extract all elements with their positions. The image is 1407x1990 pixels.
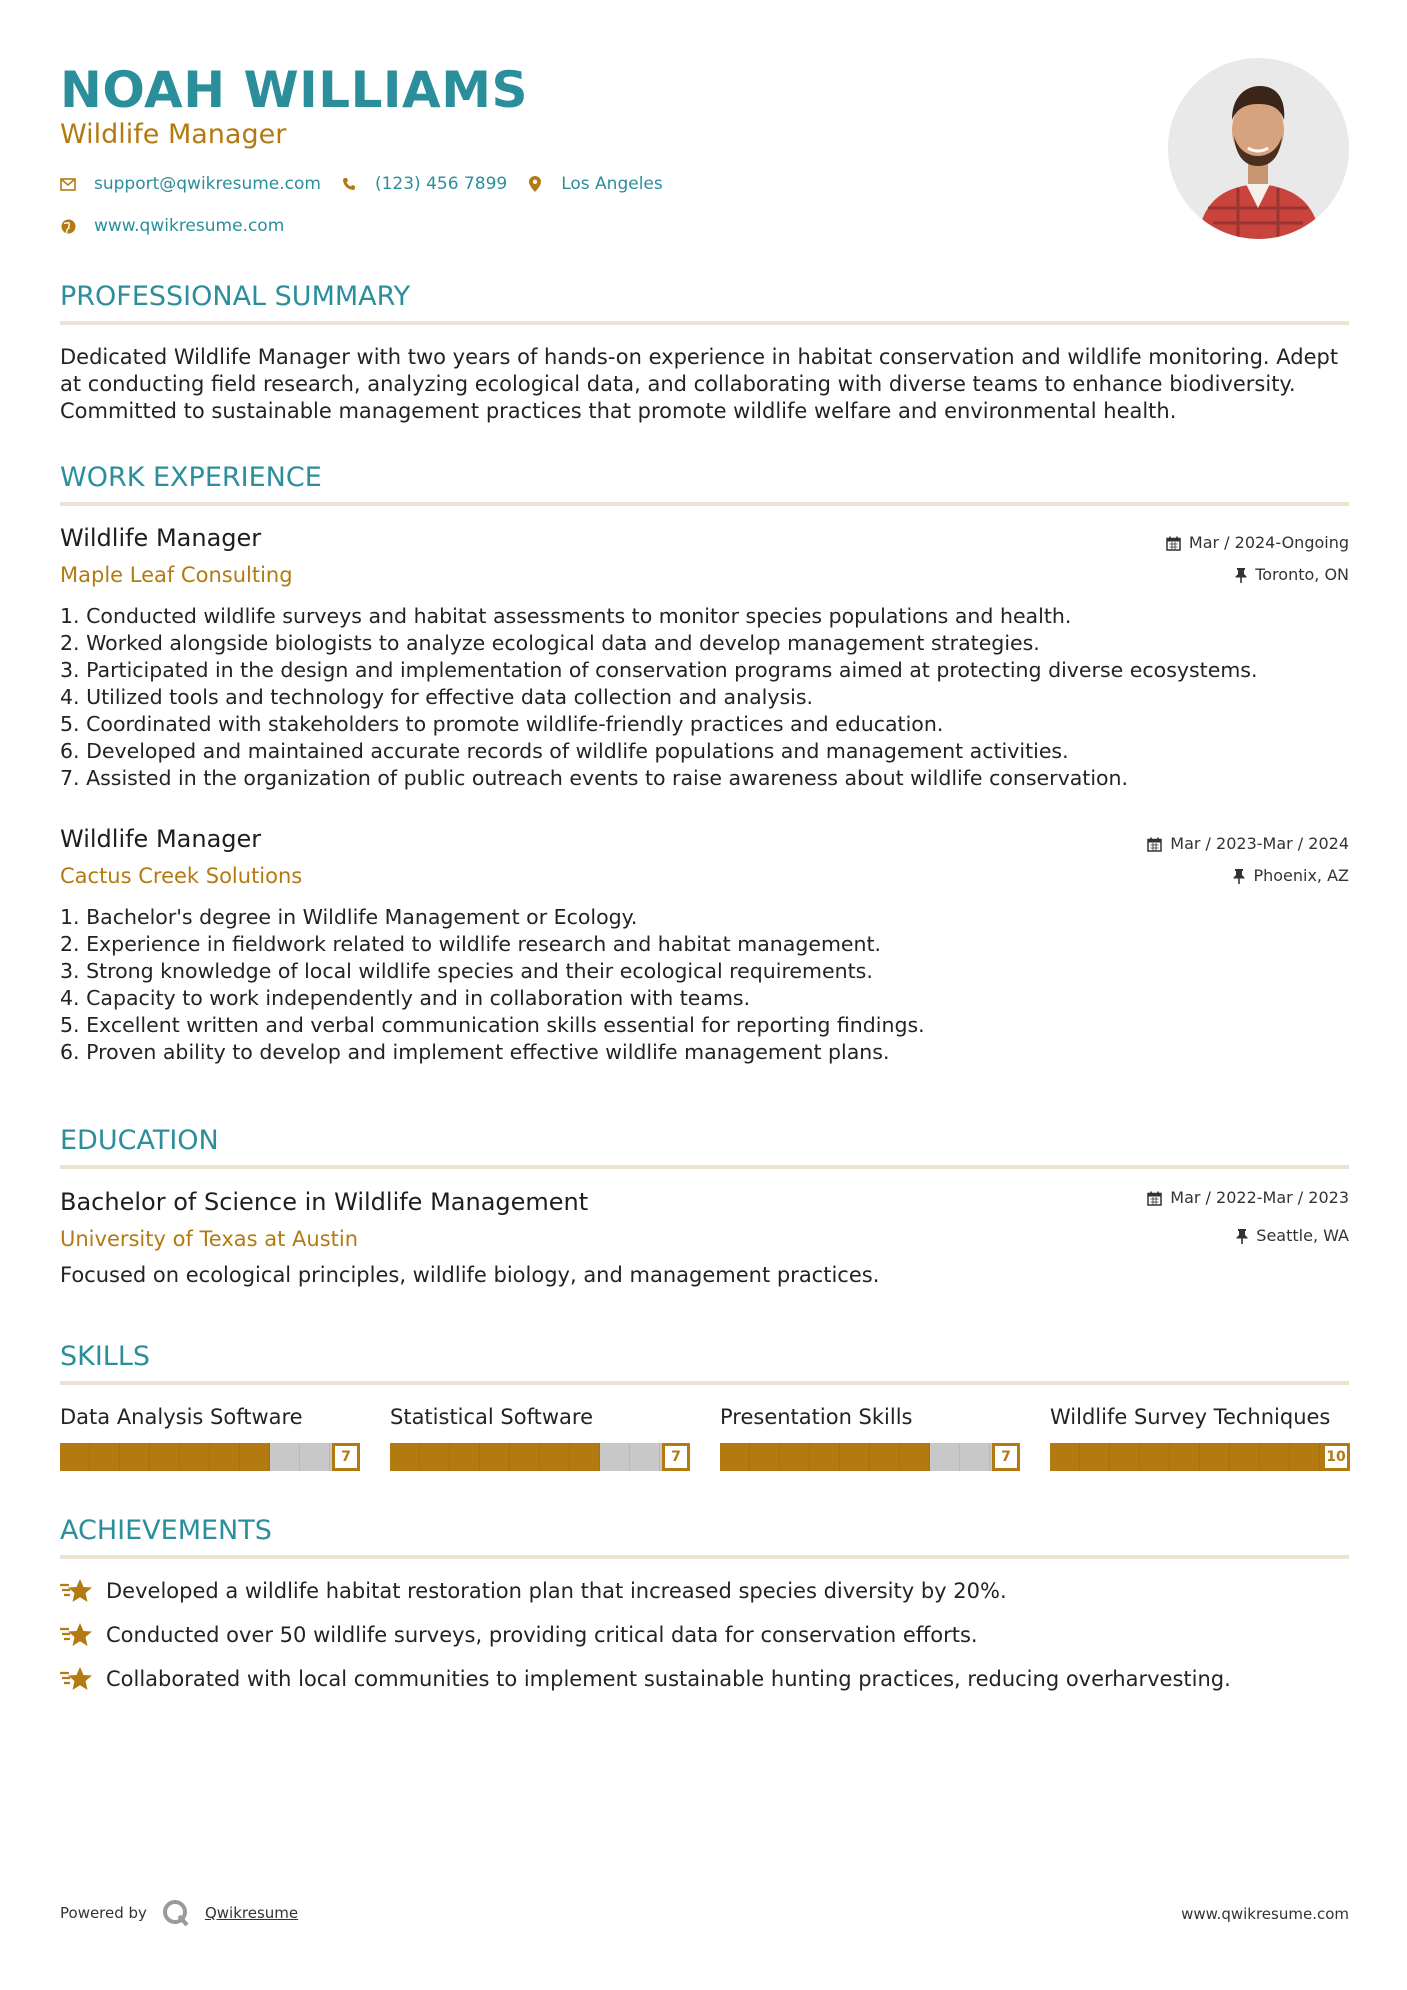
company-name: Maple Leaf Consulting	[60, 563, 293, 587]
job-location	[1235, 565, 1349, 585]
achievement-item	[60, 1621, 978, 1649]
skill-level-segment	[450, 1443, 480, 1471]
skill-name: Statistical Software	[390, 1405, 594, 1429]
job-title: Wildlife Manager	[60, 524, 262, 552]
achievement-item	[60, 1665, 1231, 1693]
skill-level-segment	[270, 1443, 300, 1471]
skill-level-segment	[240, 1443, 270, 1471]
skill-level-bar	[720, 1443, 1020, 1471]
calendar-icon	[1147, 837, 1162, 852]
skill-level-segment	[1140, 1443, 1170, 1471]
school-name: University of Texas at Austin	[60, 1227, 359, 1251]
skill-level-segment	[180, 1443, 210, 1471]
job-responsibilities	[60, 904, 1348, 1066]
summary-text: Dedicated Wildlife Manager with two years of hands-on experience in habitat conservation and wildlife monitoring. Adept at conducting field research, analyzing ecological data, and collaborating with diverse teams to enhance biodiversity. Committed to sustainable management practices that promote wildlife welfare and environmental health.	[60, 345, 1339, 423]
skill-level-segment	[900, 1443, 930, 1471]
skill-level-segment	[300, 1443, 330, 1471]
qwikresume-logo-icon	[161, 1898, 191, 1928]
education-description: Focused on ecological principles, wildlife biology, and management practices.	[60, 1263, 880, 1287]
skill-level-segment	[750, 1443, 780, 1471]
skill-name: Data Analysis Software	[60, 1405, 303, 1429]
resume-page	[60, 0, 1349, 1990]
list-item: Bachelor's degree in Wildlife Management or Ecology.	[86, 905, 638, 929]
powered-by-label: Powered by	[60, 1904, 147, 1922]
list-item: Capacity to work independently and in collaboration with teams.	[86, 986, 751, 1010]
job-dates-text: Mar / 2023-Mar / 2024	[1170, 834, 1349, 853]
skill-level-segment	[870, 1443, 900, 1471]
list-item: Utilized tools and technology for effective data collection and analysis.	[86, 685, 814, 709]
map-pin-icon	[527, 176, 543, 192]
skill-level-segment	[1080, 1443, 1110, 1471]
job-title: Wildlife Manager	[60, 825, 262, 853]
job-location-text: Toronto, ON	[1255, 565, 1349, 584]
job-responsibilities	[60, 603, 1348, 792]
list-item: Coordinated with stakeholders to promote wildlife-friendly practices and education.	[86, 712, 944, 736]
list-item: Excellent written and verbal communication skills essential for reporting findings.	[86, 1013, 925, 1037]
skill-level-segment	[1170, 1443, 1200, 1471]
job-dates	[1147, 834, 1349, 854]
contact-row-primary	[60, 173, 683, 195]
list-item: Assisted in the organization of public outreach events to raise awareness about wildlife conservation.	[86, 766, 1129, 790]
skill-level-segment	[1290, 1443, 1320, 1471]
star-award-icon	[60, 1621, 94, 1649]
list-item: Developed and maintained accurate records of wildlife populations and management activities.	[86, 739, 1069, 763]
skill-level-segment	[930, 1443, 960, 1471]
envelope-icon	[60, 176, 76, 192]
list-item: Experience in fieldwork related to wildlife research and habitat management.	[86, 932, 882, 956]
globe-icon	[60, 218, 76, 234]
skill-level-segment	[1050, 1443, 1080, 1471]
skill-item	[60, 1403, 360, 1465]
job-location	[1233, 866, 1349, 886]
education-location-text: Seattle, WA	[1256, 1226, 1349, 1245]
achievements-heading: ACHIEVEMENTS	[60, 1515, 272, 1546]
candidate-name: NOAH WILLIAMS	[60, 61, 528, 119]
skill-level-value: 7	[332, 1443, 360, 1471]
skill-level-segment	[420, 1443, 450, 1471]
star-award-icon	[60, 1577, 94, 1605]
skill-level-segment	[630, 1443, 660, 1471]
star-award-icon	[60, 1665, 94, 1693]
phone-link[interactable]: (123) 456 7899	[374, 174, 508, 194]
job-location-text: Phoenix, AZ	[1253, 866, 1349, 885]
skill-level-bar	[60, 1443, 360, 1471]
skill-item	[720, 1403, 1020, 1465]
achievement-text: Collaborated with local communities to implement sustainable hunting practices, reducing overharvesting.	[106, 1667, 1231, 1691]
pushpin-icon	[1236, 1229, 1248, 1244]
skill-item	[1050, 1403, 1350, 1465]
skill-level-segment	[810, 1443, 840, 1471]
company-name: Cactus Creek Solutions	[60, 864, 303, 888]
skill-level-segment	[90, 1443, 120, 1471]
skills-heading: SKILLS	[60, 1341, 151, 1372]
footer-url[interactable]: www.qwikresume.com	[1181, 1905, 1349, 1923]
education-dates-text: Mar / 2022-Mar / 2023	[1170, 1188, 1349, 1207]
skill-name: Wildlife Survey Techniques	[1050, 1405, 1331, 1429]
skill-level-value: 7	[992, 1443, 1020, 1471]
skill-level-segment	[960, 1443, 990, 1471]
education-dates	[1147, 1188, 1349, 1208]
skill-level-value: 7	[662, 1443, 690, 1471]
candidate-role: Wildlife Manager	[60, 119, 287, 150]
skill-level-segment	[600, 1443, 630, 1471]
list-item: Worked alongside biologists to analyze ecological data and develop management strategies.	[86, 631, 1040, 655]
job-dates	[1166, 533, 1349, 553]
skill-level-bar	[390, 1443, 690, 1471]
section-divider	[60, 1165, 1349, 1169]
profile-photo	[1168, 58, 1349, 239]
skill-level-segment	[390, 1443, 420, 1471]
list-item: Conducted wildlife surveys and habitat assessments to monitor species populations and health.	[86, 604, 1072, 628]
list-item: Proven ability to develop and implement effective wildlife management plans.	[86, 1040, 890, 1064]
footer-powered-by	[60, 1898, 298, 1928]
skill-level-segment	[1260, 1443, 1290, 1471]
achievement-item	[60, 1577, 1007, 1605]
brand-link[interactable]: Qwikresume	[204, 1904, 299, 1922]
skill-level-bar	[1050, 1443, 1350, 1471]
list-item: Strong knowledge of local wildlife species and their ecological requirements.	[86, 959, 873, 983]
section-divider	[60, 1381, 1349, 1385]
achievement-text: Conducted over 50 wildlife surveys, providing critical data for conservation efforts.	[106, 1623, 978, 1647]
skill-level-segment	[1110, 1443, 1140, 1471]
skill-level-segment	[210, 1443, 240, 1471]
pushpin-icon	[1233, 869, 1245, 884]
phone-icon	[341, 176, 357, 192]
location-text: Los Angeles	[561, 174, 663, 194]
skill-item	[390, 1403, 690, 1465]
skill-level-segment	[510, 1443, 540, 1471]
skill-level-segment	[60, 1443, 90, 1471]
skill-level-segment	[720, 1443, 750, 1471]
list-item: Participated in the design and implementation of conservation programs aimed at protecting diverse ecosystems.	[86, 658, 1258, 682]
skill-level-segment	[840, 1443, 870, 1471]
skill-name: Presentation Skills	[720, 1405, 913, 1429]
skill-level-segment	[780, 1443, 810, 1471]
email-link[interactable]: support@qwikresume.com	[94, 174, 321, 194]
pushpin-icon	[1235, 568, 1247, 583]
section-divider	[60, 1555, 1349, 1559]
skill-level-segment	[570, 1443, 600, 1471]
calendar-icon	[1166, 536, 1181, 551]
degree-title: Bachelor of Science in Wildlife Management	[60, 1188, 589, 1216]
skill-level-segment	[1230, 1443, 1260, 1471]
education-location	[1236, 1226, 1349, 1246]
education-heading: EDUCATION	[60, 1125, 219, 1156]
skill-level-segment	[480, 1443, 510, 1471]
experience-heading: WORK EXPERIENCE	[60, 462, 322, 493]
calendar-icon	[1147, 1191, 1162, 1206]
summary-heading: PROFESSIONAL SUMMARY	[60, 281, 411, 312]
section-divider	[60, 502, 1349, 506]
skill-level-value: 10	[1322, 1443, 1350, 1471]
skill-level-segment	[120, 1443, 150, 1471]
job-dates-text: Mar / 2024-Ongoing	[1188, 533, 1349, 552]
website-link[interactable]: www.qwikresume.com	[94, 216, 285, 236]
achievement-text: Developed a wildlife habitat restoration plan that increased species diversity by 20%.	[106, 1579, 1007, 1603]
skill-level-segment	[1200, 1443, 1230, 1471]
section-divider	[60, 321, 1349, 325]
skill-level-segment	[540, 1443, 570, 1471]
contact-row-secondary	[60, 215, 304, 237]
skill-level-segment	[150, 1443, 180, 1471]
